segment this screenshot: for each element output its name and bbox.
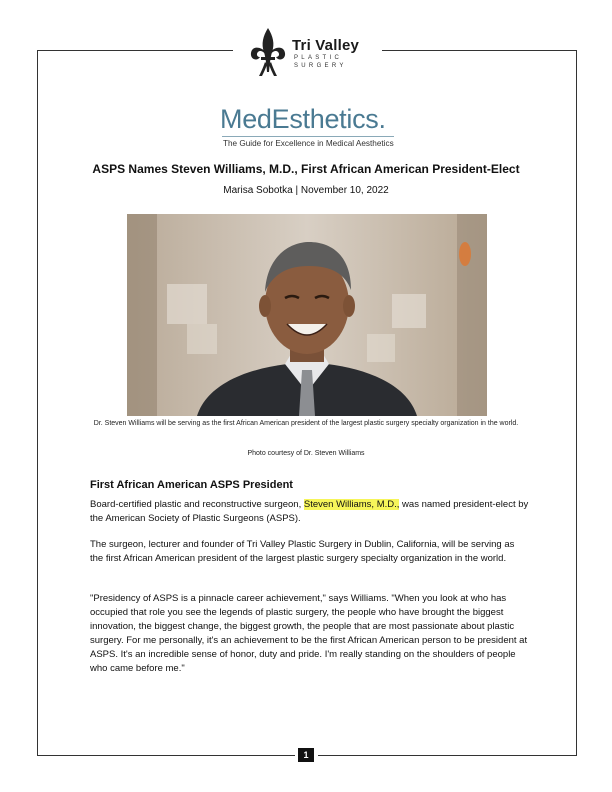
paragraph-1 bbox=[90, 498, 530, 526]
frame-left bbox=[37, 50, 38, 755]
portrait-illustration bbox=[127, 214, 487, 416]
section-heading: First African American ASPS President bbox=[90, 479, 293, 491]
article-byline: Marisa Sobotka | November 10, 2022 bbox=[223, 185, 389, 196]
photo-credit: Photo courtesy of Dr. Steven Williams bbox=[247, 450, 365, 457]
paragraph-2: The surgeon, lecturer and founder of Tri Valley Plastic Surgery in Dublin, California, will be serving as the first African American president of the largest plastic surgery specialty organization in the world. bbox=[90, 539, 515, 564]
brand-sub-plastic: PLASTIC bbox=[294, 55, 343, 61]
fleur-de-lis-icon bbox=[248, 26, 288, 80]
article-headline: ASPS Names Steven Williams, M.D., First African American President-Elect bbox=[92, 162, 520, 176]
paragraph-1-end: was named president-elect by the American Society of Plastic Surgeons (ASPS). bbox=[90, 499, 529, 524]
paragraph-3-quote: "Presidency of ASPS is a pinnacle career achievement," says Williams. "When you look at who has occupied that role you see the legends of plastic surgery, the people who have brought the biggest innovation, the biggest change, the biggest growth, the people that are most passionate about plastic surgery. For me personally, it's an achievement to be the first African American person to be president at ASPS. It's an incredible sense of honor, duty and pride. I'm really standing on the shoulders of people who came before me." bbox=[90, 593, 528, 674]
frame-top-right bbox=[382, 50, 577, 51]
article-photo bbox=[127, 214, 487, 416]
publication-name: MedEsthetics. bbox=[220, 104, 386, 134]
publication-tagline: The Guide for Excellence in Medical Aesthetics bbox=[223, 139, 394, 148]
frame-bottom-right bbox=[318, 755, 577, 756]
frame-bottom-left bbox=[37, 755, 295, 756]
frame-right bbox=[576, 50, 577, 755]
paragraph-1-start: Board-certified plastic and reconstructive surgeon, bbox=[90, 499, 304, 510]
brand-name: Tri Valley bbox=[292, 37, 360, 54]
photo-caption: Dr. Steven Williams will be serving as the first African American president of the largest plastic surgery specialty organization in the world. bbox=[93, 420, 519, 427]
publication-rule bbox=[222, 136, 394, 137]
page-number: 1 bbox=[298, 748, 314, 762]
frame-top-left bbox=[37, 50, 233, 51]
publication-logo bbox=[218, 104, 398, 152]
tri-valley-logo bbox=[248, 26, 368, 80]
brand-sub-surgery: SURGERY bbox=[294, 63, 347, 69]
highlighted-name: Steven Williams, M.D., bbox=[303, 499, 400, 510]
